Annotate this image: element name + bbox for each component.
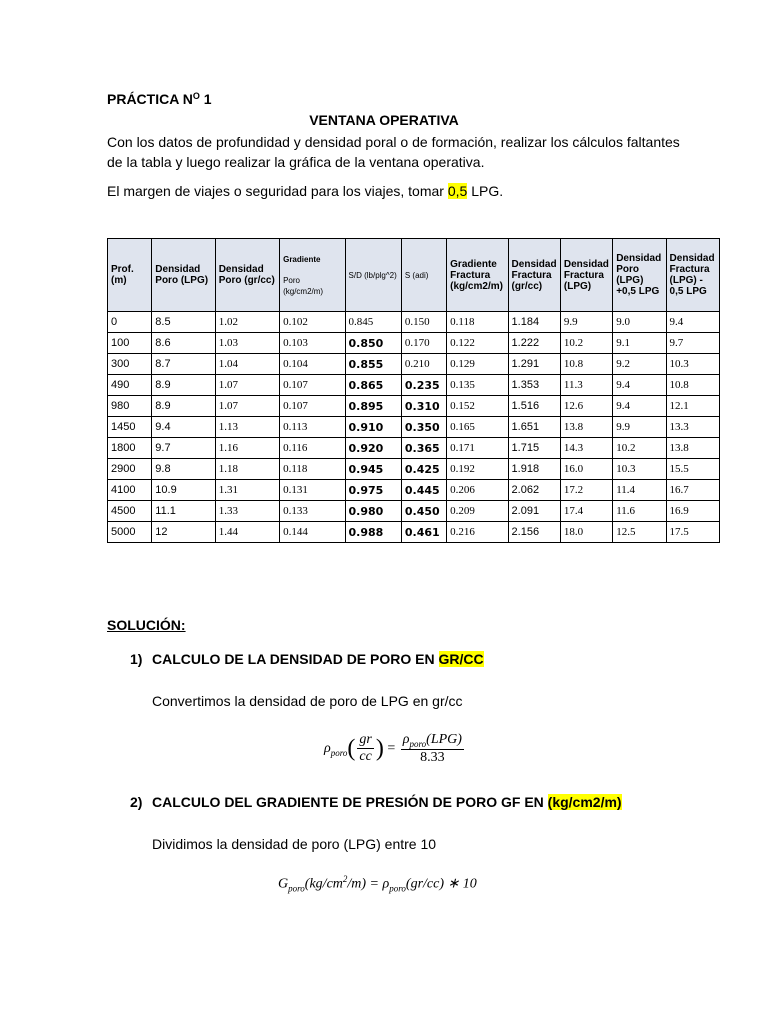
table-cell: 1.516 bbox=[508, 396, 560, 417]
table-cell: 1.16 bbox=[215, 438, 279, 459]
table-cell: 0.209 bbox=[447, 501, 508, 522]
header-gradient-fracture: Gradiente Fractura (kg/cm2/m) bbox=[447, 239, 508, 312]
table-cell: 11.3 bbox=[560, 375, 612, 396]
table-cell: 8.9 bbox=[152, 396, 215, 417]
table-cell: 13.8 bbox=[560, 417, 612, 438]
table-cell: 9.2 bbox=[613, 354, 666, 375]
table-cell: 9.9 bbox=[560, 312, 612, 333]
table-cell: 0.210 bbox=[401, 354, 446, 375]
highlighted-margin-value: 0,5 bbox=[447, 183, 468, 199]
section-subtitle: VENTANA OPERATIVA bbox=[309, 112, 459, 128]
table-cell: 9.1 bbox=[613, 333, 666, 354]
table-row bbox=[108, 522, 720, 543]
table-cell: 12.6 bbox=[560, 396, 612, 417]
header-s: S (adi) bbox=[401, 239, 446, 312]
table-cell: 2.062 bbox=[508, 480, 560, 501]
practice-title: PRÁCTICA $N^O$ 1 bbox=[107, 91, 212, 107]
table-cell: 0.104 bbox=[280, 354, 345, 375]
header-gradient-pore: Gradiente Poro (kg/cm2/m) bbox=[280, 239, 345, 312]
table-cell: 10.8 bbox=[560, 354, 612, 375]
table-cell: 0.118 bbox=[280, 459, 345, 480]
table-cell: 0.310 bbox=[401, 396, 446, 417]
table-cell: 0.206 bbox=[447, 480, 508, 501]
table-cell: 10.8 bbox=[666, 375, 719, 396]
table-cell: 0.850 bbox=[345, 333, 401, 354]
table-cell: 1.353 bbox=[508, 375, 560, 396]
table-cell: 0.102 bbox=[280, 312, 345, 333]
table-body bbox=[108, 312, 720, 543]
table-cell: 0.165 bbox=[447, 417, 508, 438]
table-cell: 1.07 bbox=[215, 396, 279, 417]
table-cell: 0.122 bbox=[447, 333, 508, 354]
table-cell: 8.6 bbox=[152, 333, 215, 354]
table-row bbox=[108, 501, 720, 522]
table-cell: 16.9 bbox=[666, 501, 719, 522]
header-prof: Prof. (m) bbox=[108, 239, 152, 312]
margin-paragraph: El margen de viajes o seguridad para los viajes, tomar 0,5 LPG. bbox=[107, 183, 504, 199]
table-cell: 0.131 bbox=[280, 480, 345, 501]
table-cell: 980 bbox=[108, 396, 152, 417]
table-cell: 0.192 bbox=[447, 459, 508, 480]
step-2-heading: 2) CALCULO DEL GRADIENTE DE PRESIÓN DE PORO GF EN (kg/cm2/m) bbox=[130, 794, 622, 810]
data-table bbox=[107, 238, 720, 543]
table-cell: 2900 bbox=[108, 459, 152, 480]
step-1-heading: 1) CALCULO DE LA DENSIDAD DE PORO EN GR/CC bbox=[130, 651, 484, 667]
table-row bbox=[108, 312, 720, 333]
table-cell: 1800 bbox=[108, 438, 152, 459]
table-cell: 11.1 bbox=[152, 501, 215, 522]
table-cell: 100 bbox=[108, 333, 152, 354]
table-cell: 9.7 bbox=[152, 438, 215, 459]
table-cell: 9.4 bbox=[666, 312, 719, 333]
table-cell: 1.04 bbox=[215, 354, 279, 375]
table-cell: 9.7 bbox=[666, 333, 719, 354]
step-1-description: Convertimos la densidad de poro de LPG en gr/cc bbox=[152, 693, 463, 709]
solution-heading: SOLUCIÓN: bbox=[107, 617, 186, 633]
table-cell: 9.9 bbox=[613, 417, 666, 438]
table-cell: 9.4 bbox=[613, 396, 666, 417]
table-cell: 0.116 bbox=[280, 438, 345, 459]
table-cell: 14.3 bbox=[560, 438, 612, 459]
table-cell: 0.865 bbox=[345, 375, 401, 396]
table-cell: 0.845 bbox=[345, 312, 401, 333]
header-density-fracture-minus: Densidad Fractura (LPG) - 0,5 LPG bbox=[666, 239, 719, 312]
highlighted-unit-grcc: GR/CC bbox=[438, 651, 484, 667]
table-cell: 0.107 bbox=[280, 396, 345, 417]
table-cell: 15.5 bbox=[666, 459, 719, 480]
table-cell: 5000 bbox=[108, 522, 152, 543]
table-cell: 0.920 bbox=[345, 438, 401, 459]
table-cell: 0.144 bbox=[280, 522, 345, 543]
table-cell: 17.5 bbox=[666, 522, 719, 543]
table-cell: 9.8 bbox=[152, 459, 215, 480]
table-cell: 11.4 bbox=[613, 480, 666, 501]
formula-pore-gradient: $G_{poro}(kg/cm^2/m) = \rho_{poro}(gr/cc)$ ∗ 10 bbox=[278, 874, 477, 894]
table-cell: 0.975 bbox=[345, 480, 401, 501]
table-cell: 16.0 bbox=[560, 459, 612, 480]
table-cell: 1.44 bbox=[215, 522, 279, 543]
table-cell: 12 bbox=[152, 522, 215, 543]
table-cell: 0.171 bbox=[447, 438, 508, 459]
formula-pore-density: $\rho_{poro}$( $\frac{gr}{cc}$ ) = $\frac{\rho_{poro}(LPG)}{8.33}$ bbox=[324, 732, 462, 765]
table-cell: 0.425 bbox=[401, 459, 446, 480]
table-cell: 1.03 bbox=[215, 333, 279, 354]
header-density-fracture-grcc: Densidad Fractura (gr/cc) bbox=[508, 239, 560, 312]
header-density-pore-plus: Densidad Poro (LPG) +0,5 LPG bbox=[613, 239, 666, 312]
table-cell: 1.291 bbox=[508, 354, 560, 375]
table-cell: 0.945 bbox=[345, 459, 401, 480]
table-cell: 0.129 bbox=[447, 354, 508, 375]
table-cell: 17.4 bbox=[560, 501, 612, 522]
table-cell: 8.5 bbox=[152, 312, 215, 333]
table-cell: 1.13 bbox=[215, 417, 279, 438]
table-cell: 0.133 bbox=[280, 501, 345, 522]
header-density-lpg: Densidad Poro (LPG) bbox=[152, 239, 215, 312]
highlighted-unit-kgcm2m: (kg/cm2/m) bbox=[547, 794, 622, 810]
header-density-fracture-lpg: Densidad Fractura (LPG) bbox=[560, 239, 612, 312]
table-cell: 1.222 bbox=[508, 333, 560, 354]
table-cell: 10.2 bbox=[560, 333, 612, 354]
table-row bbox=[108, 459, 720, 480]
table-cell: 0.103 bbox=[280, 333, 345, 354]
table-cell: 0.235 bbox=[401, 375, 446, 396]
table-cell: 16.7 bbox=[666, 480, 719, 501]
table-cell: 1450 bbox=[108, 417, 152, 438]
table-cell: 9.4 bbox=[613, 375, 666, 396]
table-cell: 490 bbox=[108, 375, 152, 396]
table-row bbox=[108, 438, 720, 459]
table-row bbox=[108, 333, 720, 354]
table-cell: 0.461 bbox=[401, 522, 446, 543]
table-cell: 1.184 bbox=[508, 312, 560, 333]
table-cell: 0.170 bbox=[401, 333, 446, 354]
table-cell: 12.1 bbox=[666, 396, 719, 417]
header-sd: S/D (lb/plg^2) bbox=[345, 239, 401, 312]
table-cell: 10.9 bbox=[152, 480, 215, 501]
step-2-description: Dividimos la densidad de poro (LPG) entre 10 bbox=[152, 836, 437, 852]
table-cell: 0.895 bbox=[345, 396, 401, 417]
intro-paragraph: Con los datos de profundidad y densidad poral o de formación, realizar los cálculos faltantes de la tabla y luego realizar la gráfica de la ventana operativa. bbox=[107, 134, 680, 170]
table-row bbox=[108, 480, 720, 501]
table-cell: 1.715 bbox=[508, 438, 560, 459]
table-cell: 1.918 bbox=[508, 459, 560, 480]
table-cell: 9.4 bbox=[152, 417, 215, 438]
table-cell: 9.0 bbox=[613, 312, 666, 333]
table-cell: 4500 bbox=[108, 501, 152, 522]
table-cell: 10.2 bbox=[613, 438, 666, 459]
table-cell: 0.107 bbox=[280, 375, 345, 396]
table-cell: 1.651 bbox=[508, 417, 560, 438]
table-cell: 0.445 bbox=[401, 480, 446, 501]
table-cell: 1.33 bbox=[215, 501, 279, 522]
table-cell: 10.3 bbox=[613, 459, 666, 480]
table-cell: 12.5 bbox=[613, 522, 666, 543]
table-cell: 2.156 bbox=[508, 522, 560, 543]
table-header-row bbox=[108, 239, 720, 312]
table-row bbox=[108, 396, 720, 417]
table-cell: 8.9 bbox=[152, 375, 215, 396]
table-row bbox=[108, 375, 720, 396]
table-cell: 0.350 bbox=[401, 417, 446, 438]
table-cell: 1.02 bbox=[215, 312, 279, 333]
table-cell: 2.091 bbox=[508, 501, 560, 522]
table-cell: 0.450 bbox=[401, 501, 446, 522]
table-cell: 0.152 bbox=[447, 396, 508, 417]
table-row bbox=[108, 354, 720, 375]
table-cell: 18.0 bbox=[560, 522, 612, 543]
table-row bbox=[108, 417, 720, 438]
header-density-grcc: Densidad Poro (gr/cc) bbox=[215, 239, 279, 312]
table-cell: 0.855 bbox=[345, 354, 401, 375]
table-cell: 0.135 bbox=[447, 375, 508, 396]
table-cell: 1.07 bbox=[215, 375, 279, 396]
table-cell: 0.988 bbox=[345, 522, 401, 543]
table-cell: 0.365 bbox=[401, 438, 446, 459]
table-cell: 10.3 bbox=[666, 354, 719, 375]
table-cell: 8.7 bbox=[152, 354, 215, 375]
table-cell: 1.31 bbox=[215, 480, 279, 501]
table-cell: 11.6 bbox=[613, 501, 666, 522]
table-cell: 0.980 bbox=[345, 501, 401, 522]
table-cell: 17.2 bbox=[560, 480, 612, 501]
table-cell: 0 bbox=[108, 312, 152, 333]
table-cell: 0.910 bbox=[345, 417, 401, 438]
table-cell: 4100 bbox=[108, 480, 152, 501]
table-cell: 0.118 bbox=[447, 312, 508, 333]
table-cell: 1.18 bbox=[215, 459, 279, 480]
table-cell: 13.8 bbox=[666, 438, 719, 459]
table-cell: 0.113 bbox=[280, 417, 345, 438]
table-cell: 0.216 bbox=[447, 522, 508, 543]
table-cell: 13.3 bbox=[666, 417, 719, 438]
table-cell: 0.150 bbox=[401, 312, 446, 333]
table-cell: 300 bbox=[108, 354, 152, 375]
